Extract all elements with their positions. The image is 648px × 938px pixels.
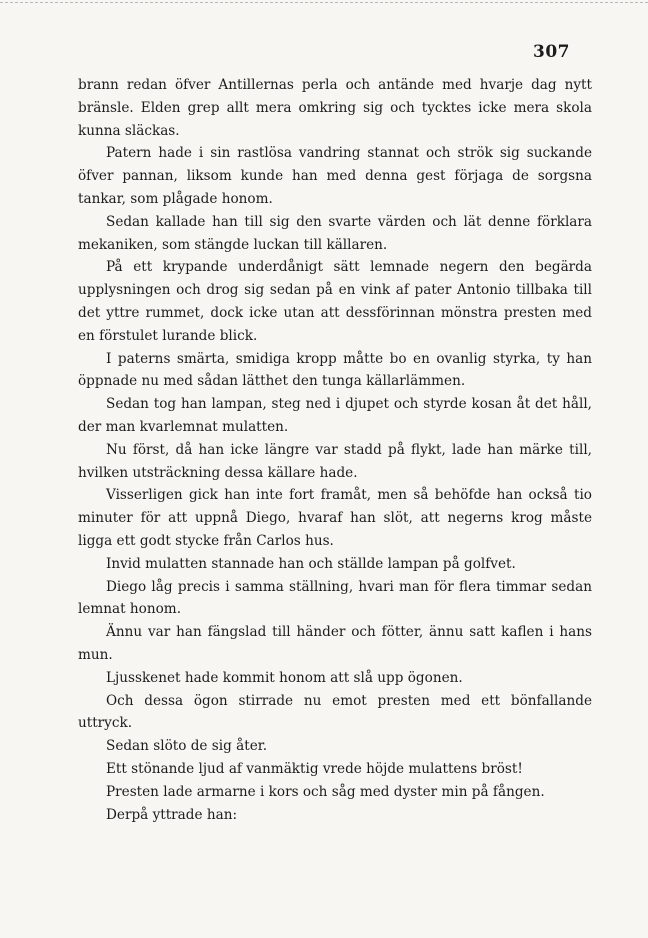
paragraph: Ännu var han fängslad till händer och fötter, ännu satt kaflen i hans mun. [78, 624, 592, 663]
paragraph: Presten lade armarne i kors och såg med dyster min på fången. [106, 783, 545, 800]
paragraph: Visserligen gick han inte fort framåt, men så behöfde han också tio minuter för att uppnå Diego, hvaraf han slöt, att negerns krog måste ligga ett godt stycke från Carlos hus. [78, 487, 592, 549]
paragraph: Ljusskenet hade kommit honom att slå upp ögonen. [106, 669, 463, 686]
paragraph: På ett krypande underdånigt sätt lemnade negern den begärda upplysningen och drog sig sedan på en vink af pater Antonio tillbaka till det yttre rummet, dock icke utan att dessförinnan mönstra presten med en förstulet lurande blick. [78, 259, 592, 344]
paragraph: Och dessa ögon stirrade nu emot presten med ett bönfallande uttryck. [78, 692, 592, 732]
body-text [78, 74, 592, 826]
paragraph: Diego låg precis i samma ställning, hvari man för flera timmar sedan lemnat honom. [78, 578, 592, 618]
paragraph: brann redan öfver Antillernas perla och antände med hvarje dag nytt bränsle. Elden grep allt mera omkring sig och tycktes icke mera skola kunna släckas. [78, 77, 592, 139]
paragraph: Sedan kallade han till sig den svarte värden och lät denne förklara mekaniken, som stängde luckan till källaren. [78, 213, 592, 253]
paragraph: Ett stönande ljud af vanmäktig vrede höjde mulattens bröst! [106, 760, 523, 777]
paragraph: Nu först, då han icke längre var stadd på flykt, lade han märke till, hvilken utsträckning dessa källare hade. [78, 441, 592, 481]
paragraph: Sedan tog han lampan, steg ned i djupet och styrde kosan åt det håll, der man kvarlemnat mulatten. [78, 396, 592, 435]
paragraph: Invid mulatten stannade han och ställde lampan på golfvet. [106, 555, 516, 572]
page-number: 307 [533, 42, 570, 62]
paragraph: Sedan slöto de sig åter. [106, 738, 268, 755]
paragraph: I paterns smärta, smidiga kropp måtte bo en ovanlig styrka, ty han öppnade nu med sådan lätthet den tunga källarlämmen. [78, 350, 592, 390]
paragraph: Derpå yttrade han: [106, 806, 238, 823]
top-edge-rule [0, 2, 648, 3]
paragraph: Patern hade i sin rastlösa vandring stannat och strök sig suckande öfver pannan, liksom kunde han med denna gest förjaga de sorgsna tankar, som plågade honom. [78, 145, 592, 207]
